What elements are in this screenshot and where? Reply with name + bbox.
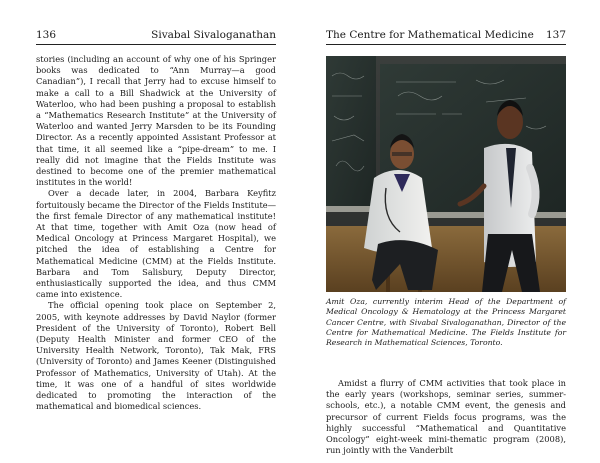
paragraph: Amidst a flurry of CMM activities that took place in the early years (workshops, seminar series, summer-schools, etc.), a notable CMM event, the genesis and precursor of current Fields focus programs, was the highly successful “Mathematical and Quantitative Oncology” eight-week mini-thematic program (2008), run jointly with the Vanderbilt [326,378,566,456]
right-page [300,0,600,463]
paragraph: The official opening took place on September 2, 2005, with keynote addresses by David Naylor (former President of the University of Toronto), Robert Bell (Deputy Health Minister and former CEO of the University Health Network, Toronto), Tak Mak, FRS (University of Toronto) and James Keener (Distinguished Professor of Mathematics, University of Utah). At the time, it was one of a handful of sites worldwide dedicated to promoting the interaction of the mathematical and biomedical sciences. [36,300,276,412]
left-body-text [36,54,276,413]
paragraph: Over a decade later, in 2004, Barbara Keyfitz fortuitously became the Director of the Fields Institute—the first female Director of any mathematical institute! At that time, together with Amit Oza (now head of Medical Oncology at Princess Margaret Hospital), we pitched the idea of establishing a Centre for Mathematical Medicine (CMM) at the Fields Institute. Barbara and Tom Salisbury, Deputy Director, enthusiastically supported the idea, and thus CMM came into existence. [36,188,276,300]
running-head-author: Sivabal Sivaloganathan [151,29,276,41]
photo-illustration [326,56,566,292]
paragraph: stories (including an account of why one of his Springer books was dedicated to “Ann Murray—a good Canadian”), I recall that Jerry had to excuse himself to make a call to a Bill Shadwick at the University of Waterloo, who had been pushing a proposal to establish a “Mathematics Research Institute” at the University of Waterloo and wanted Jerry Marsden to be its Founding Director. As a recently appointed Assistant Professor at that time, it all seemed like a “pipe-dream” to me. I really did not imagine that the Fields Institute was destined to become one of the premier mathematical institutes in the world! [36,54,276,188]
right-running-header [326,28,566,45]
running-head-chapter: The Centre for Mathematical Medicine [326,29,534,41]
photo-caption: Amit Oza, currently interim Head of the Department of Medical Oncology & Hematology at the Princess Margaret Cancer Centre, with Sivabal Sivaloganathan, Director of the Centre for Mathematical Medicine. The Fields Institute for Research in Mathematical Sciences, Toronto. [326,297,566,348]
photo-two-men-chalkboard [326,56,566,292]
left-running-header [36,28,276,45]
page-number: 136 [36,29,57,41]
page-number: 137 [545,29,566,41]
